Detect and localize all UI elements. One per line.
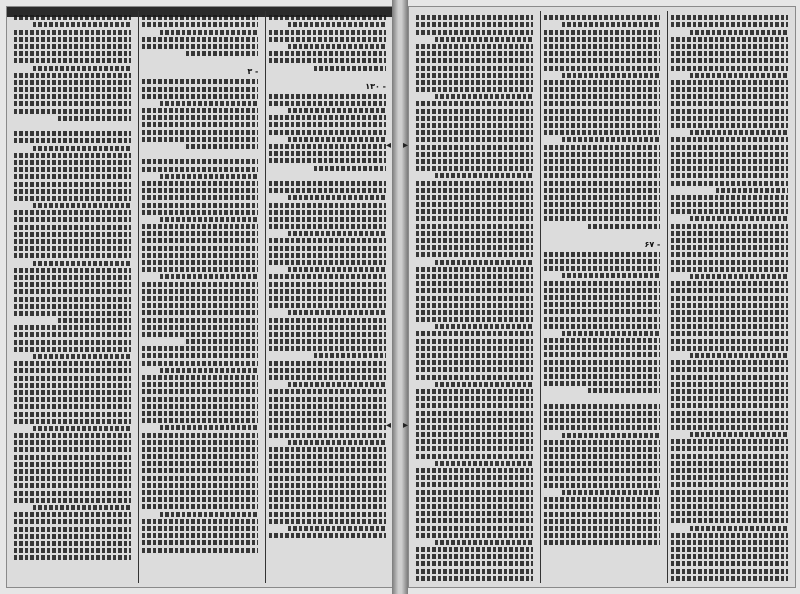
left-col-1 xyxy=(265,11,389,583)
right-page xyxy=(408,6,796,588)
left-col-3 xyxy=(11,11,134,583)
right-col-1 xyxy=(667,11,791,583)
left-page xyxy=(6,6,394,588)
book-gutter xyxy=(392,0,408,594)
left-col1-heading: - ۱۳۰ xyxy=(365,81,386,91)
left-col2-heading: - ۳ xyxy=(247,67,259,77)
binding-mark-right-icon: ▸ xyxy=(403,140,409,151)
right-page-columns xyxy=(413,11,791,583)
left-page-columns xyxy=(11,11,389,583)
right-col-2 xyxy=(540,11,664,583)
binding-mark-left-lower-icon: ◂ xyxy=(386,420,392,431)
right-col2-heading: - ۶۷ xyxy=(644,239,661,249)
binding-mark-left-icon: ◂ xyxy=(386,140,392,151)
binding-mark-right-lower-icon: ▸ xyxy=(403,420,409,431)
right-col-3 xyxy=(413,11,536,583)
left-col-2 xyxy=(138,11,262,583)
